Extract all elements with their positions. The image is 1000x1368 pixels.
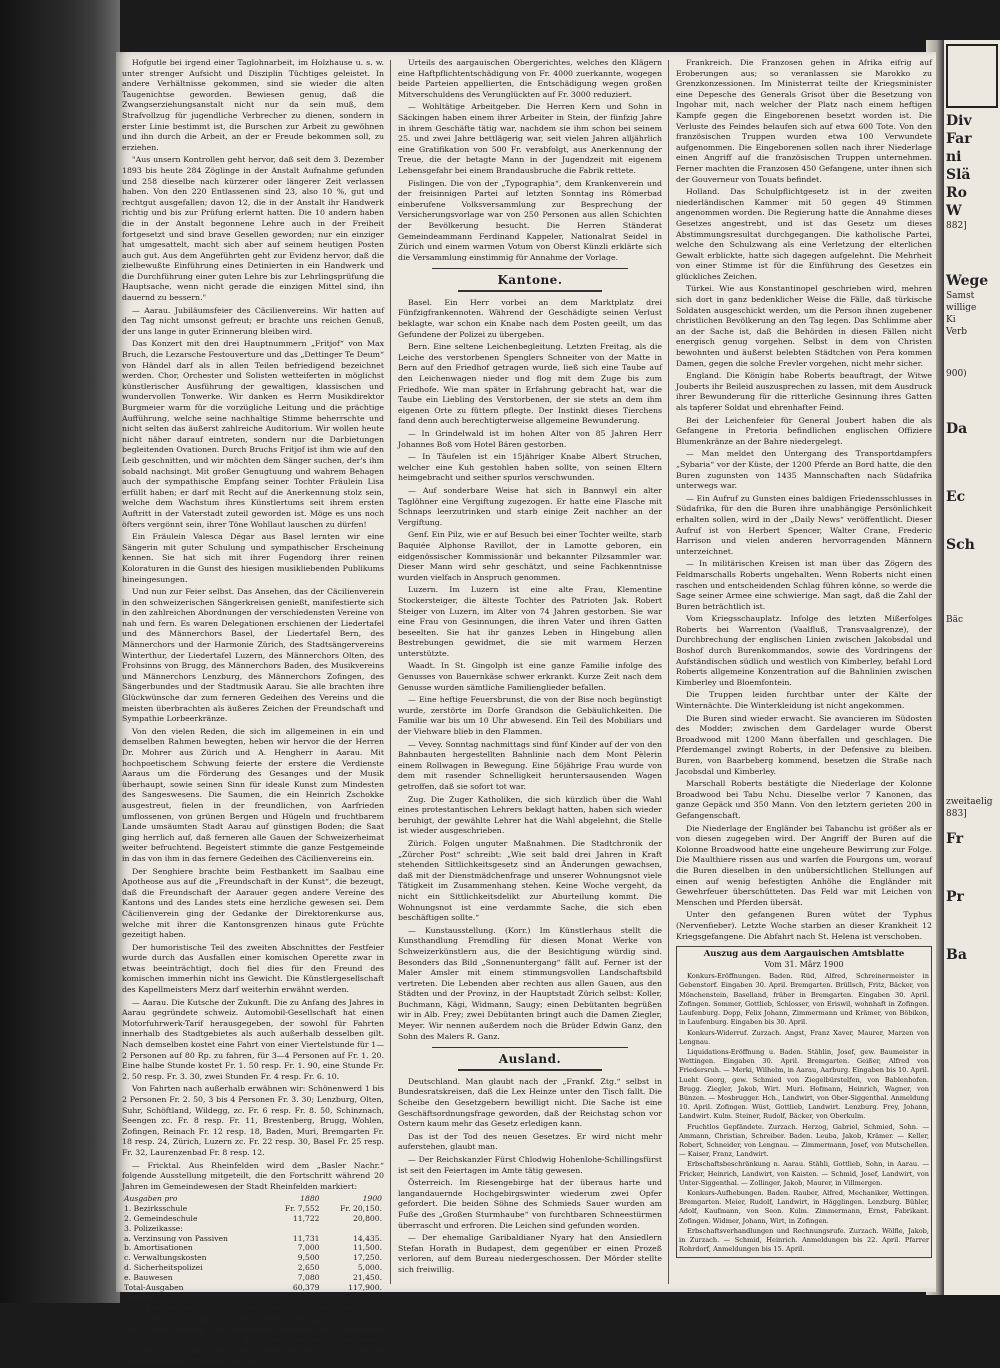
table-cell: 9,500 (297, 1253, 320, 1263)
section-divider (432, 1047, 628, 1048)
notice-paragraph: Erbschaftsverhandlungen und Rechnungsrufe. Zurzach. Wölfle, Jakob, in Zurzach. — Schmid, Heinrich. Anmeldungen bis 22. April. Pfarrer Rohrdorf, Anmeldungen bis 15. April. (679, 1226, 929, 1254)
adjacent-page-text: zweitaelig (946, 797, 993, 807)
table-cell: 52,000. (353, 1292, 382, 1302)
article-paragraph: Holland. Das Schulpflichtgesetz ist in der zweiten niederländischen Kammer mit 50 gegen 49 Stimmen angenommen worden. Die Regierung hatte die Annahme dieses Gesetzes angestrebt, und ist das Gesetz um dieses Abstimmungsresultat durchgegangen. Die katholische Partei, welche den Schulzwang als eine Verletzung der elterlichen Gewalt erblickte, hatte sich dagegen aufgelehnt. Die Mehrheit von einer Stimme ist für die Einführung des Gesetzes ein glückliches Zeichen. (676, 187, 932, 281)
table-row (122, 1214, 384, 1224)
article-paragraph: Zug. Die Zuger Katholiken, die sich kürzlich über die Wahl eines protestantischen Lehrers beklagt hatten, haben sich wieder beruhigt, der gewählte Lehrer hat die Wahl abgelehnt, die Stelle ist wieder ausgeschrieben. (398, 794, 662, 836)
article-paragraph: Das Konzert mit den drei Hauptnummern „Fritjof“ von Max Bruch, die Lezarsche Festouverture und das „Dettinger Te Deum“ von Händel darf als in allen Teilen befriedigend bezeichnet werden. Chor, Orchester und Solisten wetteiferten in möglichst künstlerischer Ausführung der gewaltigen, klassischen und wundervollen Tonwerke. Wir danken es Herrn Musikdirektor Burgmeier warm für die vorzügliche Leitung und die prächtige Aufführung, welche seine nachhaltige Stimme beherrschte und nicht selten das äußerst zahlreiche Auditorium. Wir wollen heute nicht näher darauf eintreten, sondern nur die Darbietungen begleitenden Ovationen. Durch Bruchs Fritjof ist ihm wie auf den Leib geschnitten, und wir möchten dem Sänger suchen, der's ihm sobald nachsingt. Mit großer Genugtuung und wahrem Behagen auch der sympathische Empfang seiner Tochter Fräulein Lisa erfüllt haben; er darf mit Recht auf die Anerkennung stolz sein, welche dem Wachstum ihres Künstlertums seit ihrem ersten Auftritt in der Vaterstadt zuteil geworden ist. Möge es uns noch öfters vergönnt sein, ihrer Töne Wohllaut lauschen zu dürfen! (122, 339, 384, 529)
notice-paragraph: Fruchtlos Gepfändete. Zurzach. Herzog, Gabriel, Schmied, Sohn. — Ammann, Christian, Schreiber. Baden. Leuba, Jakob, Krämer. — Keller, Robert, Schneider, von Lengnau. — Zimmermann, Josef, von Mutschellen. — Kaiser, Franz, Landwirt. (679, 1122, 929, 1159)
table-cell: 35,000 (292, 1292, 320, 1302)
article-paragraph: Deutschland. Man glaubt nach der „Frankf. Ztg.“ selbst in Bundesratskreisen, daß die Lex Heinze unter den Tisch fallt. Die Scheibe den Gesetzgebern bewilligt nicht. Die Sache ist eine Geschäftsordnungsfrage geworden, daß der Reichstag schon vor Ostern kaum mehr das Gesetz erledigen kann. (398, 1076, 662, 1129)
section-heading-kantone: Kantone. (497, 273, 563, 288)
article-paragraph: Hofgutle bei irgend einer Taglohnarbeit, im Holzhause u. s. w. unter strenger Aufsicht und Disziplin Tüchtiges geleistet. In andere Verhältnisse gekommen, sind sie wieder die alten Taugenichtse geworden. Bewiesen genug, daß die Zwangserziehungsanstalt nicht nur da sein muß, dem Strafvollzug für jugendliche Verbrecher zu dienen, sondern in erster Linie bestimmt ist, die Burschen zur Arbeit zu gewöhnen und ihn durch die Arbeit, an der er Freude bekommen soll, zu erziehen. (122, 58, 384, 152)
article-paragraph: — Kunstausstellung. (Korr.) Im Künstlerhaus stellt die Kunsthandlung Fremdling für diesen Monat Werke von Schweizerkünstlern aus, die der Besichtigung würdig sind. Besonders das Bild „Sonnenuntergang“ fällt auf. Ferner ist der Maler Amsler mit einem stimmungsvollen Landschaftsbild vertreten. Die Lebenden aber rechten aus allen Gauen, aus den Städten und der Provinz, in der Hauptstadt Zürich selbst: Koller, Buchmann, Kägi, Widmann, Saugy; einen Debütanten begrüßen wir in Alb. Frey; zwei Debütanten bringt auch die Damen Ziegler, Meyer. Wir nennen außerdem noch die Brüder Edwin Ganz, den Sohn des Malers R. Ganz. (398, 925, 662, 1041)
table-cell: Fr. 20,150. (340, 1204, 382, 1214)
table-cell: d. Sicherheitspolizei (124, 1262, 203, 1272)
amtsblatt-body (679, 972, 929, 1254)
table-cell (269, 1224, 322, 1234)
article-paragraph: Fislingen. Die von der „Typographia“, dem Krankenverein und der freisinnigen Partei auf letzten Sonntag ins Römerbad einberufene Volksversammlung zur Besprechung der Versicherungsvorlage war von 250 Personen aus allen Schichten der Bevölkerung besucht. Die Herren Ständerat Gemeindeammann Ferdinand Kappeler, Nationalrat Seidel in Zürich und einem warmen Votum von Oberst Künzli erklärte sich die Versammlung einstimmig für Annahme der Vorlage. (398, 178, 662, 262)
article-paragraph: — Rheinfelden. Zu der Streitsache der Hinterlassenen des Landwirts Kaspar Märki aus Rheinfelden, der Anfangs Mai 1898 beim Überschreiten des Verbindungsgeleises der Bahnstation Fahrschaft in der Nähe des Bahnhofes Rheinfelden von einem Zug der Nordostbahn überfahren wurde und daran starb, hat das Bundesgericht in Abänderung des (122, 1304, 384, 1367)
article-paragraph: Die Niederlage der Engländer bei Tabanchu ist größer als er von diesen zugegeben wird. Der Angriff der Buren auf die Kolonne Broadwood hatte eine ungeheure Bewirrung zur Folge. Die Maulthiere rissen aus und warfen die Fourgons um, worauf die Buren dieselben in den unübersichtlichen Stellungen auf einen auf wenig befestigten Anhöhe die Engländer mit Gewehrfeuer überschütteten. Das Feld war mit Leichen von Menschen und Pferden übersät. (676, 823, 932, 907)
adjacent-page-masthead-box (946, 44, 998, 108)
article-paragraph: Waadt. In St. Gingolph ist eine ganze Familie infolge des Genusses von Bauernkäse schwer erkrankt. Kurze Zeit nach dem Genusse wurden sämtliche Familienglieder befallen. (398, 661, 662, 692)
notice-paragraph: Liquidations-Eröffnung u. Baden. Stählin, Josef, gew. Baumeister in Wettingen. Eingaben 30. April. Bremgarten. Geißer, Alfred von Friedersruh. — Merki, Wilhelm, in Aarau, Aarburg. Eingaben bis 10. April. Lueht Georg, gew. Schmied von Ziegelbürstelfen, von Bablenhofen. Brugg. Ziegler, Jakob, Wirt. Muri. Hofmann, Heinrich, Wagner, von Bünzen. — Mosbrugger. Hch., Landwirt, von Ober-Siggenthal. Anmeldung 10. April. Zofingen. Wüst, Gottlieb, Landwirt. Lenzburg. Frey, Johann, Landwirt. Kulm. Steiner, Rudolf, Bäcker, von Oberkulm. (679, 1047, 929, 1121)
amtsblatt-title: Auszug aus dem Aargauischen Amtsblatte (703, 949, 905, 960)
article-paragraph: Von Fahrten nach außerhalb erwähnen wir: Schönenwerd 1 bis 2 Personen Fr. 2. 50, 3 bis 4 Personen Fr. 3. 30; Lenzburg, Olten, Suhr, Schöftland, Wildegg, zc. Fr. 6 resp. Fr. 8. 50, Schinznach, Seengen zc. Fr. 8 resp. Fr. 11, Brestenberg, Brugg, Wohlen, Zofingen, Reinach Fr. 12 resp. 18, Baden, Muri, Bremgarten Fr. 18 resp. 24, Zürich, Luzern zc. Fr. 22 resp. 30, Basel Fr. 25 resp. Fr. 32, Laurenzenbad Fr. 8 resp. 12. (122, 1084, 384, 1157)
table-header-row (122, 1194, 384, 1204)
article-paragraph: — Der Reichskanzler Fürst Chlodwig Hohenlohe-Schillingsfürst ist seit den Feiertagen im Amte tätig gewesen. (398, 1155, 662, 1175)
table-cell: 1. Bezirksschule (124, 1204, 188, 1214)
table-row (122, 1224, 384, 1234)
notice-paragraph: Erbschaftsbeschränkung n. Aarau. Stähli, Gottlieb, Sohn, in Aarau. — Fricker, Heinrich, Landwirt, von Kaisten. — Schmid, Josef, Landwirt, von Unter-Siggenthal. — Zollinger, Jakob, Maurer, in Villmergen. (679, 1160, 929, 1187)
table-cell: e. Bauwesen (124, 1272, 173, 1282)
table-cell: a. Verzinsung von Passiven (124, 1233, 228, 1243)
article-paragraph: — In Täufelen ist ein 15jähriger Knabe Albert Struchen, welcher eine Kuh gestohlen haben sollte, von seinen Eltern heimgebracht und seither spurlos verschwunden. (398, 452, 662, 483)
article-paragraph: — Der ehemalige Garibaldianer Nyary hat den Ansiedlern Stefan Horath in Budapest, dem gegenüber er einen Prozeß verloren, auf dem Bureau niedergeschossen. Der Mörder stellte sich freiwillig. (398, 1233, 662, 1274)
notice-paragraph: Konkurs-Eröffnungen. Baden. Rüd, Alfred, Schreinermeister in Gebenstorf. Eingaben 30. April. Bremgarten. Brüllsch, Fritz, Bäcker, von Mönchenstein, Baselland, früher in Bremgarten. Eingaben 30. April. Zofingen. Sommer, Gottlieb, Schlosser, von Eriswil, wohnhaft in Zofingen. Laufenburg. Dopp, Felix Johann, Zimmermann und Krämer, von Böbikon, in Laufenburg. Eingaben bis 30. April. (679, 972, 929, 1027)
notice-paragraph: Konkurs-Aufhebungen. Baden. Rauber, Alfred, Mechaniker, Wettingen. Bremgarten. Meier, Rudolf, Landwirt, in Hägglingen. Lenzburg. Bühler, Adolf, Kaufmann, von Seon. Kulm. Zimmermann, Ernst, Fabrikant. Zofingen. Widmer, Johann, Wirt, in Zofingen. (679, 1188, 929, 1225)
article-paragraph: Vom Kriegsschauplatz. Infolge des letzten Mißerfolges Roberts bei Warrenton (Vaalfluß, Transvaalgrenze), der Durchbrechung der englischen Linien zwischen Jakobsdal und Boshof durch Burenkommandos, sowie des Vordringens der Aufständischen südlich und westlich von Kimberley, befahl Lord Roberts allgemeine Konzentration auf die Bahnlinien zwischen Kimberley und Bloemfontein. (676, 614, 932, 687)
article-paragraph: — In militärischen Kreisen ist man über das Zögern des Feldmarschalls Roberts ungehalten. Wenn Roberts nicht einen raschen und entscheidenden Schlag führen könne, so werde die Sage seiner Armee eine schwierige. Man sagt, daß die Zahl der Buren beträchtlich ist. (676, 559, 932, 611)
table-cell: 3. Polizeikasse: (124, 1223, 183, 1233)
adjacent-page-text: W (946, 203, 962, 219)
column-divider (668, 60, 669, 1284)
article-paragraph: Unter den gefangenen Buren wütet der Typhus (Nervenfieber). Letzte Woche starben an dieser Krankheit 12 Kriegsgefangene. Die Abfahrt nach St. Helena ist verschoben. (676, 910, 932, 941)
article-paragraph: Bei der Leichenfeier für General Joubert haben die als Gefangene in Pretoria befindlichen englischen Offiziere Blumenkränze an der Bahre niedergelegt. (676, 415, 932, 446)
adjacent-page-text: 900) (946, 369, 967, 379)
article-paragraph: Zürich. Folgen unguter Maßnahmen. Die Stadtchronik der „Zürcher Post“ schreibt: „Wie seit bald drei Jahren in Kraft stehenden Sittlichkeitsgesetz sind an Änderungen gewachsen, daß mit der Dienstmädchenfrage und unserer Wohnungsnot viele Tätigkeit im Zusammenhang stehen. Keine Woche vergeht, da nicht ein Sittlichkeitsdelikt zur Aburteilung kommt. Die Wohnungsnot ist eine verdammte Sache, die sich eben beschäftigen sollte.“ (398, 838, 662, 923)
article-paragraph: Türkei. Wie aus Konstantinopel geschrieben wird, mehren sich dort in ganz bedenklicher Weise die Fälle, daß türkische Soldaten ausgeschickt werden, um die Person ihnen zugebener christlichen Bevölkerung an den Tag legen. Das Schlimme aber an der Sache ist, daß die Behörden in diesen Fällen nicht energisch genug vorgehen. Selbst in dem von Christen bewohnten und äußerst belebten Städtchen von Pera kommen Damen, gegen die solche Frevler vorgehen, nicht mehr sicher. (676, 284, 932, 368)
table-row (122, 1243, 384, 1253)
adjacent-page-text: ni (946, 149, 962, 165)
article-paragraph: — In Grindelwald ist im hohen Alter von 85 Jahren Herr Johannes Boß vom Hotel Bären gestorben. (398, 429, 662, 449)
table-row (122, 1204, 384, 1214)
column-middle (398, 58, 662, 1286)
amtsblatt-box (676, 946, 932, 1258)
adjacent-page-text: 883] (946, 809, 967, 819)
adjacent-page-text: Ec (946, 489, 966, 505)
adjacent-page-text: Pr (946, 889, 964, 905)
table-cell: 7,080 (297, 1272, 320, 1282)
table-cell: 20,800. (353, 1213, 382, 1223)
article-paragraph: Luzern. Im Luzern ist eine alte Frau, Klementine Stockersteiger, die älteste Tochter des Patrioten Jak. Robert Steiger von Luzern, im Alter von 74 Jahren gestorben. Sie war eine Frau von Gesinnungen, die ihren Vater und ihren Gatten beseelten. Sie hat ihr ganzes Leben in Hingebung allen Bestrebungen gewidmet, die sie mit warmem Herzen unterstützte. (398, 585, 662, 658)
notice-paragraph: Konkurs-Widerruf. Zurzach. Angst, Franz Xaver, Maurer, Marzen von Lengnau. (679, 1028, 929, 1046)
book-binding (0, 0, 120, 1303)
table-cell: Fr. 7,552 (284, 1204, 320, 1214)
article-paragraph: Von den vielen Reden, die sich im allgemeinen in ein und demselben Rahmen bewegten, heben wir hervor die der Herren Dr. Mohrer aus Zürich und A. Hengherr in Aarau. Mit hochpoetischem Schwung feierte der erstere die Verdienste Aaraus um die Förderung des Gesanges und der Musik überhaupt, sowie seinen Sinn für ideale Kunst zum Mindesten des Sangeswesens. Die Saumen, die ein Heinrich Zschokke ausgestreut, fielen in der freundlichen, von Aarfrieden umflossenen, von grünen Bergen und Hügeln und fruchtbarem Lande umsäumten Stadt Aarau auf günstigen Boden; die Saat ging herrlich auf, daß ferneren alle Gauen der Schweizerheimat weiter befruchtend. Begeistert stimmte die ganze Festgemeinde in das von ihm in das fernere Gedeihen des Cäcilienvereins ein. (122, 726, 384, 863)
adjacent-page-text: Da (946, 421, 968, 437)
table-cell: 7,000 (297, 1243, 320, 1253)
article-paragraph: Das ist der Tod des neuen Gesetzes. Er wird nicht mehr auferstehen, glaubt man. (398, 1131, 662, 1152)
table-cell: 117,900. (348, 1282, 382, 1292)
article-paragraph: — Eine heftige Feuersbrunst, die von der Bise noch begünstigt wurde, zerstörte im Dorfe Grandson die Gebäulichkeiten. Die Familie war bis um 10 Uhr abwesend. Ein Teil des Mobiliars und der Viehware blieb in den Flammen. (398, 695, 662, 737)
table-cell: b. Amortisationen (124, 1243, 193, 1253)
article-paragraph: Bern. Eine seltene Leichenbegleitung. Letzten Freitag, als die Leiche des verstorbenen Spenglers Schneiter von der Matte in Bern auf den Friedhof getragen wurde, ließ sich eine Taube auf den Leichenwagen nieder und flog mit dem Zuge bis zum Friedhofe. Wie man später in Erfahrung gebracht hat, war die Taube ein Liebling des Verstorbenen, der sie stets an dem ihm eigenen Orte zu füttern pflegte. Der Instinkt dieses Tierchens fand denn auch berechtigterweise allgemeine Bewunderung. (398, 342, 662, 426)
article-paragraph: — Aarau. Jubiläumsfeier des Cäcilienvereins. Wir hatten auf den Tag nicht umsonst gefreut; er brachte uns reichen Genuß, der uns lange in guter Erinnerung bleiben wird. (122, 305, 384, 336)
article-paragraph: — Auf sonderbare Weise hat sich in Bannwyl ein alter Taglöhner eine Vergiftung zugezogen. Er hatte eine Flasche mit Schnaps leerzutrinken und starb einige Zeit nachher an der Vergiftung. (398, 485, 662, 527)
section-heading-ausland: Ausland. (498, 1052, 562, 1067)
table-header-cell: Ausgaben pro (124, 1194, 178, 1204)
adjacent-page-text: Sch (946, 537, 975, 553)
article-paragraph: — Fricktal. Aus Rheinfelden wird dem „Basler Nachr.“ folgende Ausstellung mitgeteilt, die den Fortschritt während 20 Jahren im Gemeindewesen der Stadt Rheinfelden markiert: (122, 1160, 384, 1191)
table-cell: 14,435. (353, 1233, 382, 1243)
adjacent-page-text: Fr (946, 831, 964, 847)
table-row (122, 1273, 384, 1283)
table-cell: Total-Ausgaben (124, 1282, 184, 1292)
article-paragraph: Österreich. Im Riesengebirge hat der überaus harte und langandauernde Hochgebirgswinter wiederum zwei Opfer gefordert. Die beiden Söhne des Schmieds Sauer wurden am Fuße des „Großen Sturmhaube“ von furchtbaren Schneestürmen überrascht und erfroren. Die Leichen sind gefunden worden. (398, 1178, 662, 1230)
article-paragraph: Marschall Roberts bestätigte die Niederlage der Kolonne Broadwood bei Tabu Nchu. Dieselbe verlor 7 Kanonen, das ganze Gepäck und 350 Mann. Von den letztern gerieten 200 in Gefangenschaft. (676, 779, 932, 820)
article-paragraph: Die Buren sind wieder erwacht. Sie avancieren im Südosten des Modder; zwischen dem Gardelager wurde Oberst Broadwood mit 1200 Mann überfallen und geschlagen. Die Pferdemangel zwingt Roberts, in der Defensive zu bleiben. Buren, von Baarbeberg kommend, besetzen die Straße nach Jacobsdal und Kimberley. (676, 713, 932, 776)
article-paragraph: Ein Fräulein Valesca Dégar aus Basel lernten wir eine Sängerin mit guter Schulung und sympathischer Erscheinung kennen. Sie hat sich mit ihrer Fugendorg ihrer reinen Koloraturen in die Gunst des hiesigen musikliebenden Publikums hineingesungen. (122, 532, 384, 584)
table-cell: 17,250. (353, 1253, 382, 1263)
heading-underline (458, 290, 602, 292)
column-divider (390, 60, 391, 1284)
adjacent-page-text: willige (946, 303, 977, 313)
table-cell: 11,500. (353, 1243, 382, 1253)
adjacent-page-text: Ro (946, 185, 967, 201)
article-paragraph: — Man meldet den Untergang des Transportdampfers „Sybaria“ vor der Küste, der 1200 Pferde an Bord hatte, die den Buren zugunsten von 1435 Mannschaften nach Südafrika unterwegs war. (676, 449, 932, 491)
amtsblatt-date: Vom 31. März 1900 (764, 959, 844, 969)
column-left (122, 58, 384, 1367)
table-header-cell: 1880 (300, 1194, 320, 1204)
adjacent-page-text: Bäc (946, 615, 964, 625)
adjacent-page-text: Div (946, 113, 972, 129)
adjacent-page-text: Ba (946, 947, 967, 963)
table-cell: 5,000. (357, 1262, 382, 1272)
table-row (122, 1253, 384, 1263)
article-paragraph: Die Truppen leiden furchtbar unter der Kälte der Winternächte. Die Winterkleidung ist nicht angekommen. (676, 690, 932, 711)
article-paragraph: — Vevey. Sonntag nachmittags sind fünf Kinder auf der von den Bahnbauten hergestellten Bahnlinie nach dem Mont Pèlerin einem Rollwagen in Bewegung. Eine 56jährige Frau wurde von dem mit rasender Schnelligkeit heruntersausenden Wagen getroffen, daß sie sofort tot war. (398, 739, 662, 791)
table-cell: 11,722 (292, 1213, 320, 1223)
article-paragraph: — Ein Aufruf zu Gunsten eines baldigen Friedensschlusses in Südafrika, für den die Buren ihre unabhängige Persönlichkeit erhalten sollen, wird in der „Daily News“ veröffentlicht. Dieser Aufruf ist von Herbert Spencer, Walter Crane, Frederic Harrison und vielen anderen hervorragenden Männern unterzeichnet. (676, 493, 932, 556)
table-cell: 2,650 (297, 1262, 320, 1272)
table-cell: c. Verwaltungskosten (124, 1253, 207, 1263)
article-paragraph: Genf. Ein Pilz, wie er auf Besuch bei einer Tochter weilte, starb Baquiée Alphonse Ravillot, der in Lamotte geboren, ein eidgenössischer Kommissionär und bekannter Pilzsammler war. Dieser Mann wird sehr geschätzt, und seine Fachkenntnisse wurden vielfach in Anspruch genommen. (398, 530, 662, 582)
article-paragraph: England. Die Königin habe Roberts beauftragt, der Witwe Jouberts ihr Beileid auszusprechen zu lassen, mit dem Ausdruck ihrer Bewunderung für die ritterliche Gesinnung ihres Gatten als tapferer Soldat und ehrenhafter Feind. (676, 371, 932, 412)
table-cell: 2. Gemeindeschule (124, 1213, 198, 1223)
adjacent-page-text: Samst (946, 291, 975, 301)
adjacent-page-text: Verb (946, 327, 968, 337)
table-cell (322, 1224, 385, 1234)
table-cell: 11,731 (292, 1233, 320, 1243)
table-header-cell: 1900 (362, 1194, 382, 1204)
table-total-row (122, 1292, 384, 1302)
article-paragraph: Der Senghiere brachte beim Festbankett im Saalbau eine Apotheose aus auf die „Freundschaft in der Kunst“, die bezeugt, daß die Freundschaft der Aarauer gegen andere Vereine des Kantons und des Landes stets eine herzliche gewesen sei. Dem Cäcilienverein ging der Gedanke der Direktorenkurse aus, welche mit ihrer die Kantonsgrenzen hinaus gute Früchte gezeitigt haben. (122, 866, 384, 940)
newspaper-page (116, 52, 936, 1367)
article-paragraph: — Aarau. Die Kutsche der Zukunft. Die zu Anfang des Jahres in Aarau gegründete schweiz. Automobil-Gesellschaft hat einen Motorfuhrwerk-Tarif herausgegeben, der sowohl für Fahrten innerhalb des Stadtgebietes als auch außerhalb desselben gilt. Nach demselben kostet eine Fahrt von einer Viertelstunde für 1—2 Personen auf 80 Rp. zu fahren, für 3—4 Personen auf Fr. 1. 20. Eine halbe Stunde kostet Fr. 1. 50 resp. Fr. 1. 90, eine Stunde Fr. 2. 50 resp. Fr. 3. 30, zwei Stunden Fr. 4 resp. Fr. 6. 10. (122, 997, 384, 1081)
column-right (676, 58, 932, 1286)
table-row (122, 1263, 384, 1273)
article-paragraph: Und nun zur Feier selbst. Das Ansehen, das der Cäcilienverein in den schweizerischen Sängerkreisen genießt, manifestierte sich in den zahlreichen Abordnungen der verschiedensten Vereine von nah und fern. Es waren Delegationen erschienen der Liedertafel und des Männerchors Basel, der Liedertafel Bern, des Männerchors und der Harmonie Zürich, des Stadtsängervereins Winterthur, der Liedertafel Luzern, des Männerchors Olten, des Frohsinns von Brugg, des Männerchors Baden, des Musikvereins und Männerchors Lenzburg, des Männerchors Zofingen, des Sängerbundes und der Stadtmusik Aarau. Sie alle brachten ihre Glückwünsche dar zum ferneren Gedeihen des Vereins und die meisten überbrachten als äußeres Zeichen der Freundschaft und Sympathie Lorbeerkränze. (122, 587, 384, 724)
adjacent-page-text: 882] (946, 221, 967, 231)
adjacent-page-text: Wege (946, 273, 989, 289)
article-paragraph: "Aus unsern Kontrollen geht hervor, daß seit dem 3. Dezember 1893 bis heute 284 Zöglinge in der Anstalt Aufnahme gefunden und 258 dieselbe nach kürzerer oder längerer Zeit verlassen haben. Von den 220 Entlassenen sind 23, also 10 %, gut und rechtgut ausgefallen; davon 12, die in der Anstalt ihr Handwerk richtig und bis zur Prüfung erlernt hatten. Die 10 andern haben die in der Anstalt begonnene Lehre auch in der Freiheit fortgesetzt und sind brave Gesellen geworden; nur ein einziger hat umgesattelt, macht sich aber auf seinem heutigen Posten auch gut. Aus dem Angeführten geht zur Evidenz hervor, daß die zielbewußte Einführung eines Detinierten in ein Handwerk und die Durchführung einer guten Lehre bis zur Lehrlingsprüfung die Hauptsache, wenn nicht gerade die einzigen Mittel sind, ihn dauernd zu bessern." (122, 155, 384, 303)
heading-underline (458, 1069, 602, 1071)
table-cell: 21,450. (353, 1272, 382, 1282)
article-paragraph: Der humoristische Teil des zweiten Abschnittes der Festfeier wurde durch das Ausfallen einer komischen Operette zwar in etwas beeinträchtigt, doch fiel dies für den Freund des komischen immerhin nicht ins Gewicht. Die Künstlergesellschaft des Kapellmeisters Merz darf weiterhin erwähnt werden. (122, 942, 384, 995)
adjacent-page-text: Slä (946, 167, 971, 183)
table-total-row (122, 1283, 384, 1293)
expenditure-table (122, 1194, 384, 1302)
article-paragraph: Basel. Ein Herr vorbei an dem Marktplatz drei Fünfzigfrankennoten. Während der Geschädigte seinen Verlust beklagte, war schon ein Knabe nach dem Posten geeilt, um das Gefundene der Polizei zu übergeben. (398, 297, 662, 339)
table-cell: Steuern (124, 1292, 155, 1302)
section-divider (432, 268, 628, 269)
article-paragraph: Frankreich. Die Franzosen gehen in Afrika eifrig auf Eroberungen aus; so veranlassen sie Marokko zu Grenzkonzessionen. Im Ministerrat teilte der Kriegsminister eine Depesche des Generals Grisot über die Besetzung von Ingohar mit, nach welcher der Platz nach einem heftigen Kampfe gegen die Eingeborenen besetzt worden ist. Die Verluste des Feindes belaufen sich auf etwa 600 Tote. Von den französischen Truppen wurden etwa 100 Verwundete aufgenommen. Die Eingeborenen sollen nach ihrer Niederlage einen Angriff auf die französischen Truppen unternehmen. Ferner machten die Franzosen 450 Gefangene, unter ihnen sich der Gouverneur von Touats befindet. (676, 58, 932, 184)
article-paragraph: Urteils des aargauischen Obergerichtes, welches den Klägern eine Haftpflichtentschädigung von Fr. 4000 zuerkannte, wogegen beide Parteien appellierten, die Entschädigung wegen großen Mitverschuldens des Verunglückten auf Fr. 3000 reduziert. (398, 58, 662, 99)
table-row (122, 1234, 384, 1244)
adjacent-page-text: Far (946, 131, 972, 147)
adjacent-page-fragment (944, 40, 1000, 1295)
article-paragraph: — Wohltätige Arbeitgeber. Die Herren Kern und Sohn in Säckingen haben einem ihrer Arbeiter in Stein, der fünfzig Jahre in ihrem Geschäfte tätig war, nachdem sie ihm schon bei seinem 25. und zwei Jahre bettlägerig war, seit vielen Jahren alljährlich eine Gratifikation von 500 Fr. verabfolgt, aus Anerkennung der Treue, die der betagte Mann in der Jugendzeit mit eigenem Lebensgefahr bei einem Brandausbruche die Fabrik rettete. (398, 102, 662, 175)
adjacent-page-text: Ki (946, 315, 956, 325)
table-cell: 60,379 (292, 1282, 320, 1292)
